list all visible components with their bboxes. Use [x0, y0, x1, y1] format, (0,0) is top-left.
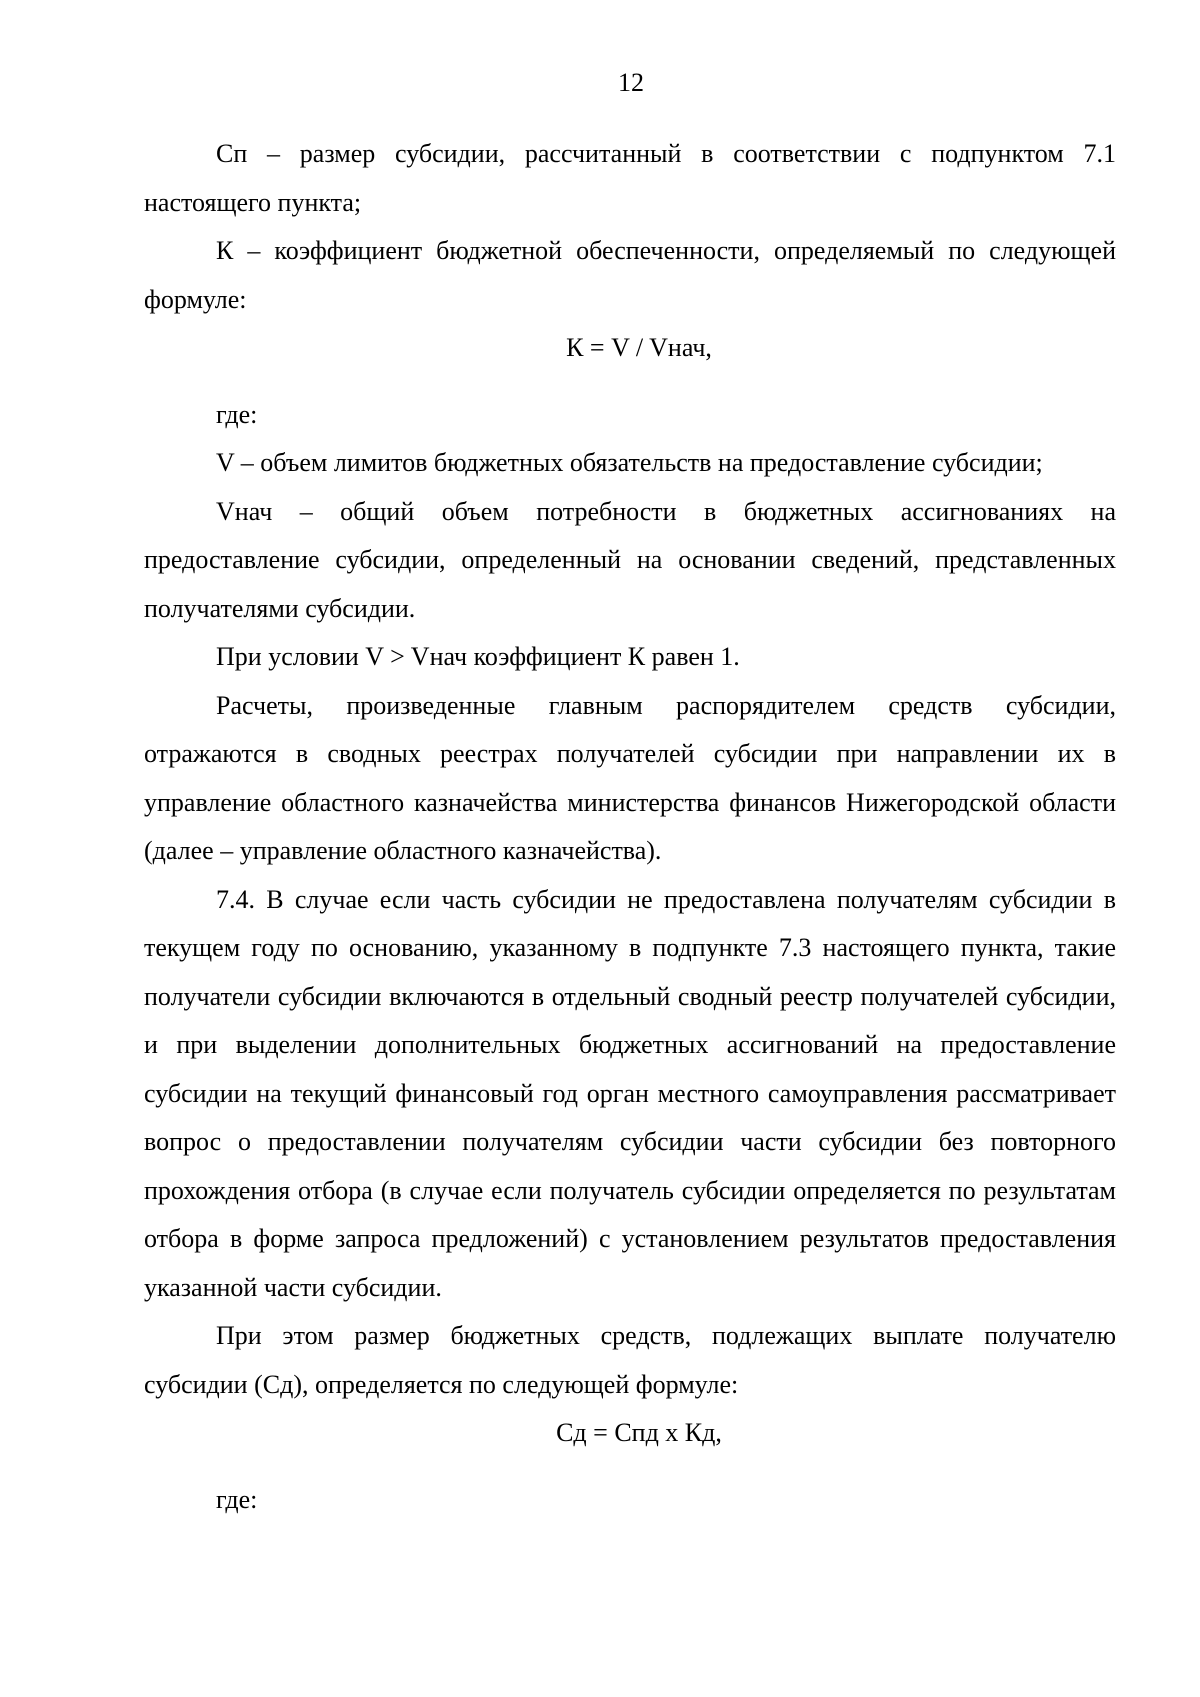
paragraph-vnach-definition: Vнач – общий объем потребности в бюджетных ассигнованиях на предоставление субсидии, определенный на основании сведений, представленных получателями субсидии. — [144, 496, 1116, 623]
paragraph-k-definition: К – коэффициент бюджетной обеспеченности, определяемый по следующей формуле: — [144, 236, 1116, 314]
page-number: 12 — [618, 68, 644, 97]
paragraph-sp-definition: Сп – размер субсидии, рассчитанный в соответствии с подпунктом 7.1 настоящего пункта; — [144, 139, 1116, 217]
where-label: где: — [216, 399, 258, 429]
formula-cd: Сд = Спд х Кд, — [556, 1418, 722, 1447]
paragraph-condition: При условии V > Vнач коэффициент К равен 1. — [216, 642, 740, 671]
paragraph-7-4: 7.4. В случае если часть субсидии не предоставлена получателям субсидии в текущем году по основанию, указанному в подпункте 7.3 настоящего пункта, такие получатели субсидии включаются в отдельный сводный реестр получателей субсидии, и при выделении дополнительных бюджетных ассигнований на предоставление субсидии на текущий финансовый год орган местного самоуправления рассматривает вопрос о предоставлении получателям субсидии части субсидии без повторного прохождения отбора (в случае если получатель субсидии определяется по результатам отбора в форме запроса предложений) с установлением результатов предоставления указанной части субсидии. — [144, 884, 1116, 1302]
where-label-2: где: — [216, 1484, 258, 1514]
formula-k: К = V / Vнач, — [566, 333, 712, 362]
paragraph-calculations: Расчеты, произведенные главным распорядителем средств субсидии, отражаются в сводных реестрах получателей субсидии при направлении их в управление областного казначейства министерства финансов Нижегородской области (далее – управление областного казначейства). — [144, 690, 1116, 865]
paragraph-v-definition: V – объем лимитов бюджетных обязательств на предоставление субсидии; — [216, 448, 1043, 477]
document-body — [144, 130, 1116, 1524]
paragraph-cd-size: При этом размер бюджетных средств, подлежащих выплате получателю субсидии (Сд), определяется по следующей формуле: — [144, 1321, 1116, 1399]
